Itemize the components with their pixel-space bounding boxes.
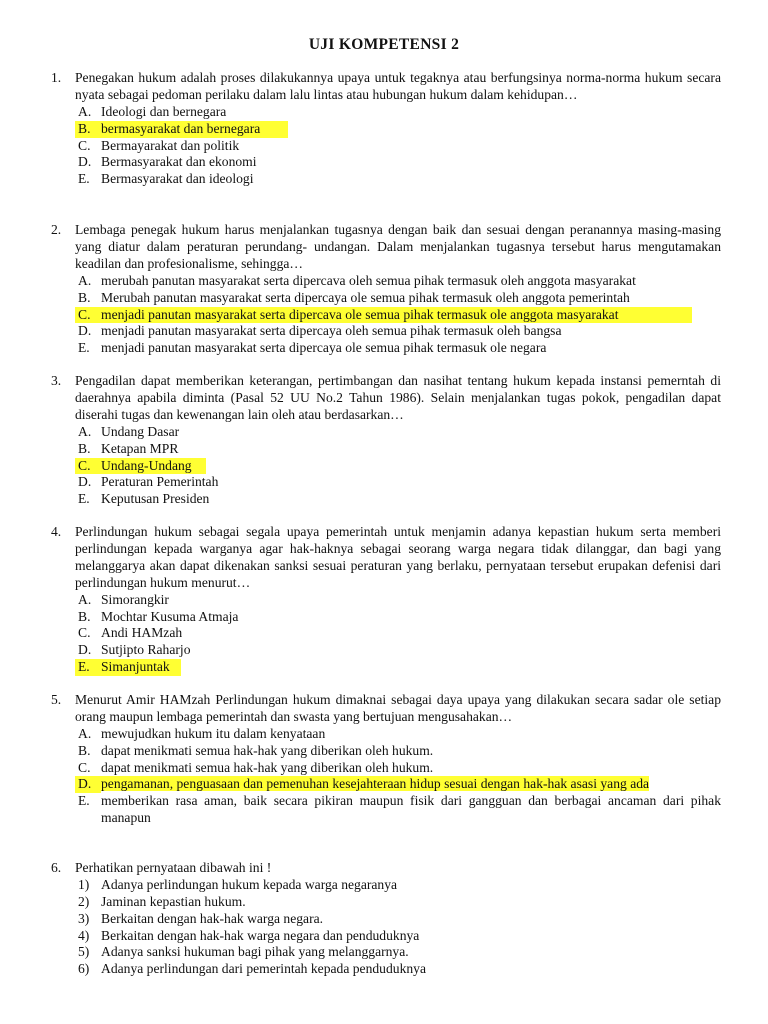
question-number: 4.	[51, 524, 62, 539]
question-3	[51, 373, 721, 508]
question-text: Perhatikan pernyataan dibawah ini !	[75, 860, 272, 875]
option-c-highlighted: C. menjadi panutan masyarakat serta dipercava ole semua pihak termasuk ole anggota masyarakat	[75, 307, 721, 324]
option-c: C. Bermayarakat dan politik	[78, 137, 240, 153]
option-list	[75, 592, 721, 676]
option-c: C. Andi HAMzah	[78, 625, 183, 641]
question-text: Perlindungan hukum sebagai segala upaya pemerintah untuk menjamin adanya kepastian hukum serta memberi perlindungan kepada warganya agar hak-haknya sebagai seorang warga negara tidak dilanggar, dan bagi yang melanggarya akan dapat dikenakan sanksi sesuai peraturan yang berlaku, pernyataan tersebut erupakan defenisi dari perlindungan hukum menurut…	[75, 524, 721, 590]
question-text: Penegakan hukum adalah proses dilakukannya upaya untuk tegaknya atau berfungsinya norma-norma hukum secara nyata sebagai pedoman perilaku dalam lalu lintas atau hubungan hukum dalam kehidupan…	[75, 70, 721, 102]
question-text: Menurut Amir HAMzah Perlindungan hukum dimaknai sebagai daya upaya yang dilakukan secara sadar ole setiap orang maupun lembaga pemerintah dan swasta yang bertujuan mengusahakan…	[75, 692, 721, 724]
option-a: A. Ideologi dan bernegara	[78, 103, 227, 119]
question-4	[51, 524, 721, 676]
option-b: B. dapat menikmati semua hak-hak yang diberikan oleh hukum.	[78, 742, 434, 758]
statement-item: 4) Berkaitan dengan hak-hak warga negara dan penduduknya	[78, 927, 420, 943]
question-number: 3.	[51, 373, 62, 388]
option-a: A. Simorangkir	[78, 591, 169, 607]
question-text: Lembaga penegak hukum harus menjalankan tugasnya dengan baik dan sesuai dengan peranannya masing-masing yang diatur dalam peraturan perundang- undangan. Dalam menjalankan tugasnya tersebut harus mengutamakan keadilan dan profesionalisme, sehingga…	[75, 222, 721, 271]
option-d-highlighted: D. pengamanan, penguasaan dan pemenuhan kesejahteraan hidup sesuai dengan hak-hak asasi yang ada	[75, 776, 721, 793]
option-e: E. Bermasyarakat dan ideologi	[78, 171, 254, 187]
question-2	[51, 222, 721, 357]
option-list	[75, 273, 721, 357]
option-c: C. dapat menikmati semua hak-hak yang diberikan oleh hukum.	[78, 759, 434, 775]
option-c-highlighted: C. Undang-Undang	[75, 458, 721, 475]
question-5	[51, 692, 721, 827]
option-a: A. mewujudkan hukum itu dalam kenyataan	[78, 725, 326, 741]
statement-item: 2) Jaminan kepastian hukum.	[78, 893, 246, 909]
option-b-highlighted: B. bermasyarakat dan bernegara	[75, 121, 721, 138]
question-text: Pengadilan dapat memberikan keterangan, pertimbangan dan nasihat tentang hukum kepada instansi pemerntah di daerahnya apabila diminta (Pasal 52 UU No.2 Tahun 1986). Selain menjalankan tugas pokok, pengadilan dapat diserahi tugas dan kewenangan lain oleh atau berdasarkan…	[75, 373, 721, 422]
option-list	[75, 424, 721, 508]
option-e-highlighted: E. Simanjuntak	[75, 659, 721, 676]
document-title: UJI KOMPETENSI 2	[308, 36, 460, 53]
option-d: D. menjadi panutan masyarakat serta dipercaya oleh semua pihak termasuk oleh bangsa	[78, 323, 562, 339]
option-e: E. Keputusan Presiden	[78, 491, 210, 507]
question-number: 2.	[51, 222, 62, 237]
option-b: B. Merubah panutan masyarakat serta dipercaya ole semua pihak termasuk oleh anggota pemerintah	[78, 289, 630, 305]
option-b: B. Ketapan MPR	[78, 440, 179, 456]
option-b: B. Mochtar Kusuma Atmaja	[78, 608, 239, 624]
question-number: 6.	[51, 860, 62, 875]
option-d: D. Sutjipto Raharjo	[78, 642, 191, 658]
statement-item: 1) Adanya perlindungan hukum kepada warga negaranya	[78, 876, 398, 892]
option-list	[75, 726, 721, 827]
option-d: D. Peraturan Pemerintah	[78, 474, 219, 490]
question-number: 1.	[51, 70, 62, 85]
question-1	[51, 70, 721, 188]
option-a: A. Undang Dasar	[78, 423, 180, 439]
option-e: E. menjadi panutan masyarakat serta dipercaya ole semua pihak termasuk ole negara	[78, 340, 547, 356]
question-6	[51, 860, 721, 978]
statement-item: 6) Adanya perlindungan dari pemerintah kepada penduduknya	[78, 961, 427, 977]
statement-list	[75, 877, 721, 978]
option-d: D. Bermasyarakat dan ekonomi	[78, 154, 257, 170]
statement-item: 5) Adanya sanksi hukuman bagi pihak yang melanggarnya.	[78, 944, 409, 960]
option-a: A. merubah panutan masyarakat serta dipercava oleh semua pihak termasuk oleh anggota masyarakat	[78, 272, 636, 288]
question-number: 5.	[51, 692, 62, 707]
option-list	[75, 104, 721, 188]
statement-item: 3) Berkaitan dengan hak-hak warga negara.	[78, 910, 324, 926]
option-e: E. memberikan rasa aman, baik secara pikiran maupun fisik dari gangguan dan berbagai ancaman dari pihak manapun	[78, 793, 721, 826]
